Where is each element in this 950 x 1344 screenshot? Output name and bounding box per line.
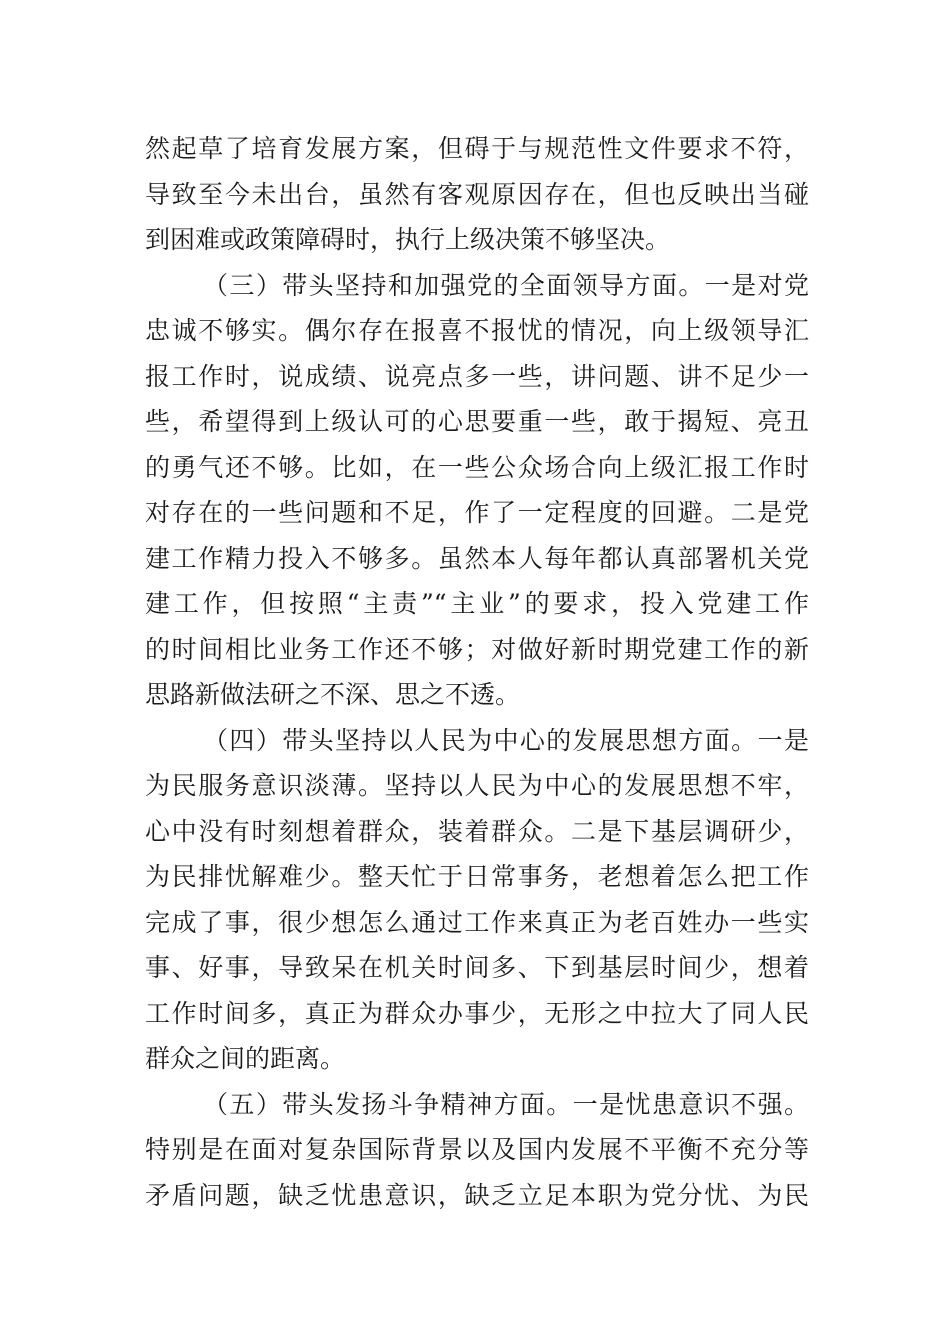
section-heading-line: （三）带头坚持和加强党的全面领导方面。一是对党 bbox=[203, 270, 809, 300]
text-line: 矛盾问题，缺乏忧患意识，缺乏立足本职为党分忧、为民 bbox=[145, 1180, 809, 1210]
document-body bbox=[145, 126, 809, 1218]
text-line: 的勇气还不够。比如，在一些公众场合向上级汇报工作时 bbox=[145, 452, 809, 482]
text-line: 报工作时，说成绩、说亮点多一些，讲问题、讲不足少一 bbox=[145, 361, 809, 391]
text-line: 群众之间的距离。 bbox=[145, 1044, 346, 1073]
text-line: 的时间相比业务工作还不够；对做好新时期党建工作的新 bbox=[145, 634, 809, 664]
text-line: 为民排忧解难少。整天忙于日常事务，老想着怎么把工作 bbox=[145, 862, 809, 891]
section-heading-line: （四）带头坚持以人民为中心的发展思想方面。一是 bbox=[203, 725, 809, 755]
text-line: 些，希望得到上级认可的心思要重一些，敢于揭短、亮丑 bbox=[145, 407, 809, 436]
text-line: 建工作精力投入不够多。虽然本人每年都认真部署机关党 bbox=[145, 543, 809, 573]
text-line: 对存在的一些问题和不足，作了一定程度的回避。二是党 bbox=[145, 498, 809, 527]
text-line: 工作时间多，真正为群众办事少，无形之中拉大了同人民 bbox=[145, 998, 809, 1028]
text-line: 为民服务意识淡薄。坚持以人民为中心的发展思想不牢， bbox=[145, 771, 809, 800]
text-line: 到困难或政策障碍时，执行上级决策不够坚决。 bbox=[145, 225, 671, 254]
text-line: 导致至今未出台，虽然有客观原因存在，但也反映出当碰 bbox=[145, 179, 809, 209]
text-line: 思路新做法研之不深、思之不透。 bbox=[145, 680, 521, 709]
text-line: 完成了事，很少想怎么通过工作来真正为老百姓办一些实 bbox=[145, 907, 809, 937]
section-heading-line: （五）带头发扬斗争精神方面。一是忧患意识不强。 bbox=[203, 1089, 809, 1119]
text-line: 事、好事，导致呆在机关时间多、下到基层时间少，想着 bbox=[145, 953, 809, 982]
text-line: 忠诚不够实。偶尔存在报喜不报忧的情况，向上级领导汇 bbox=[145, 316, 809, 345]
text-line: 然起草了培育发展方案，但碍于与规范性文件要求不符， bbox=[145, 134, 809, 163]
text-line: 建工作，但按照“主责”“主业”的要求，投入党建工作 bbox=[145, 589, 809, 618]
text-line: 心中没有时刻想着群众，装着群众。二是下基层调研少， bbox=[145, 816, 809, 846]
text-line: 特别是在面对复杂国际背景以及国内发展不平衡不充分等 bbox=[145, 1135, 809, 1164]
